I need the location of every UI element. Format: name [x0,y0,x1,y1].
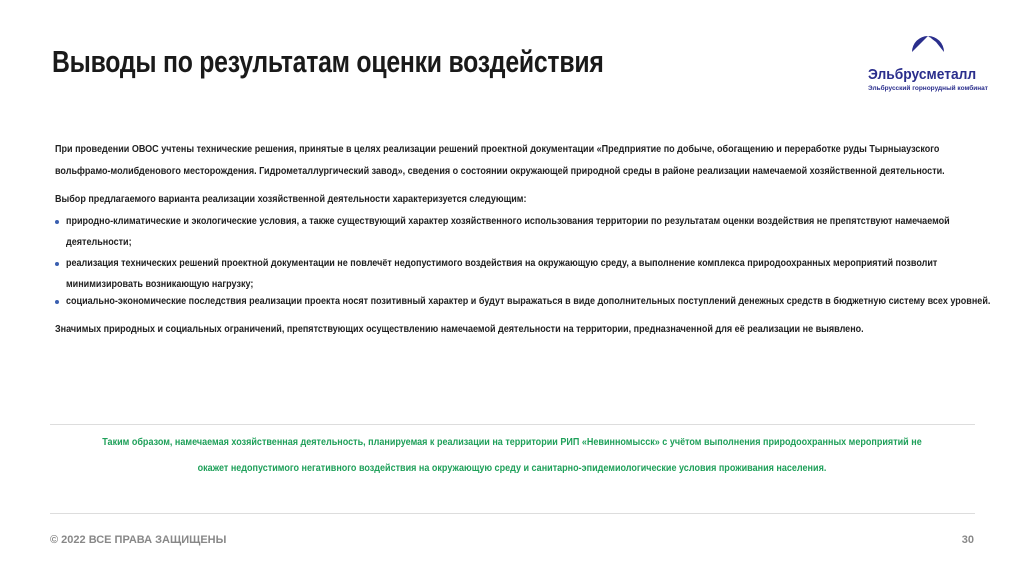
choice-text: Выбор предлагаемого варианта реализации хозяйственной деятельности характеризуется следующим: [55,193,527,205]
bullet-line: социально-экономические последствия реализации проекта носят позитивный характер и будут выражаться в виде дополнительных поступлений денежных средств в бюджетную систему всех уровней. [66,295,991,307]
bullet-line: природно-климатические и экологические условия, а также существующий характер хозяйственного использования территории по результатам оценки воздействия не препятствуют намечаемой [66,215,950,227]
page-number: 30 [961,534,974,546]
divider [50,424,975,425]
divider [50,513,975,514]
copyright: © 2022 ВСЕ ПРАВА ЗАЩИЩЕНЫ [50,534,227,546]
page-title: Выводы по результатам оценки воздействия [52,44,604,79]
intro-line: При проведении ОВОС учтены технические решения, принятые в целях реализации решений проектной документации «Предприятие по добыче, обогащению и переработке руды Тырныаузского [55,143,940,155]
intro-line: вольфрамо-молибденового месторождения. Гидрометаллургический завод», сведения о состоянии окружающей природной среды в районе реализации намечаемой хозяйственной деятельности. [55,165,945,177]
conclusion-text: Значимых природных и социальных ограничений, препятствующих осуществлению намечаемой деятельности на территории, предназначенной для её реализации не выявлено. [55,323,864,335]
logo-subtitle: Эльбрусский горнорудный комбинат [868,85,988,92]
bullet-line: минимизировать возникающую нагрузку; [66,278,254,290]
mountain-logo-icon [910,24,946,54]
bullet-icon [55,262,59,266]
bullet-line: деятельности; [66,236,132,248]
bullet-icon [55,300,59,304]
summary-line: окажет недопустимого негативного воздействия на окружающую среду и санитарно-эпидемиологические условия проживания населения. [197,462,827,474]
bullet-icon [55,220,59,224]
bullet-line: реализация технических решений проектной документации не повлечёт недопустимого воздействия на окружающую среду, а выполнение комплекса природоохранных мероприятий позволит [66,257,938,269]
summary-line: Таким образом, намечаемая хозяйственная деятельность, планируемая к реализации на территории РИП «Невинномысск» с учётом выполнения природоохранных мероприятий не [102,436,922,448]
company-logo [866,24,996,100]
logo-name: Эльбрусметалл [868,66,977,83]
